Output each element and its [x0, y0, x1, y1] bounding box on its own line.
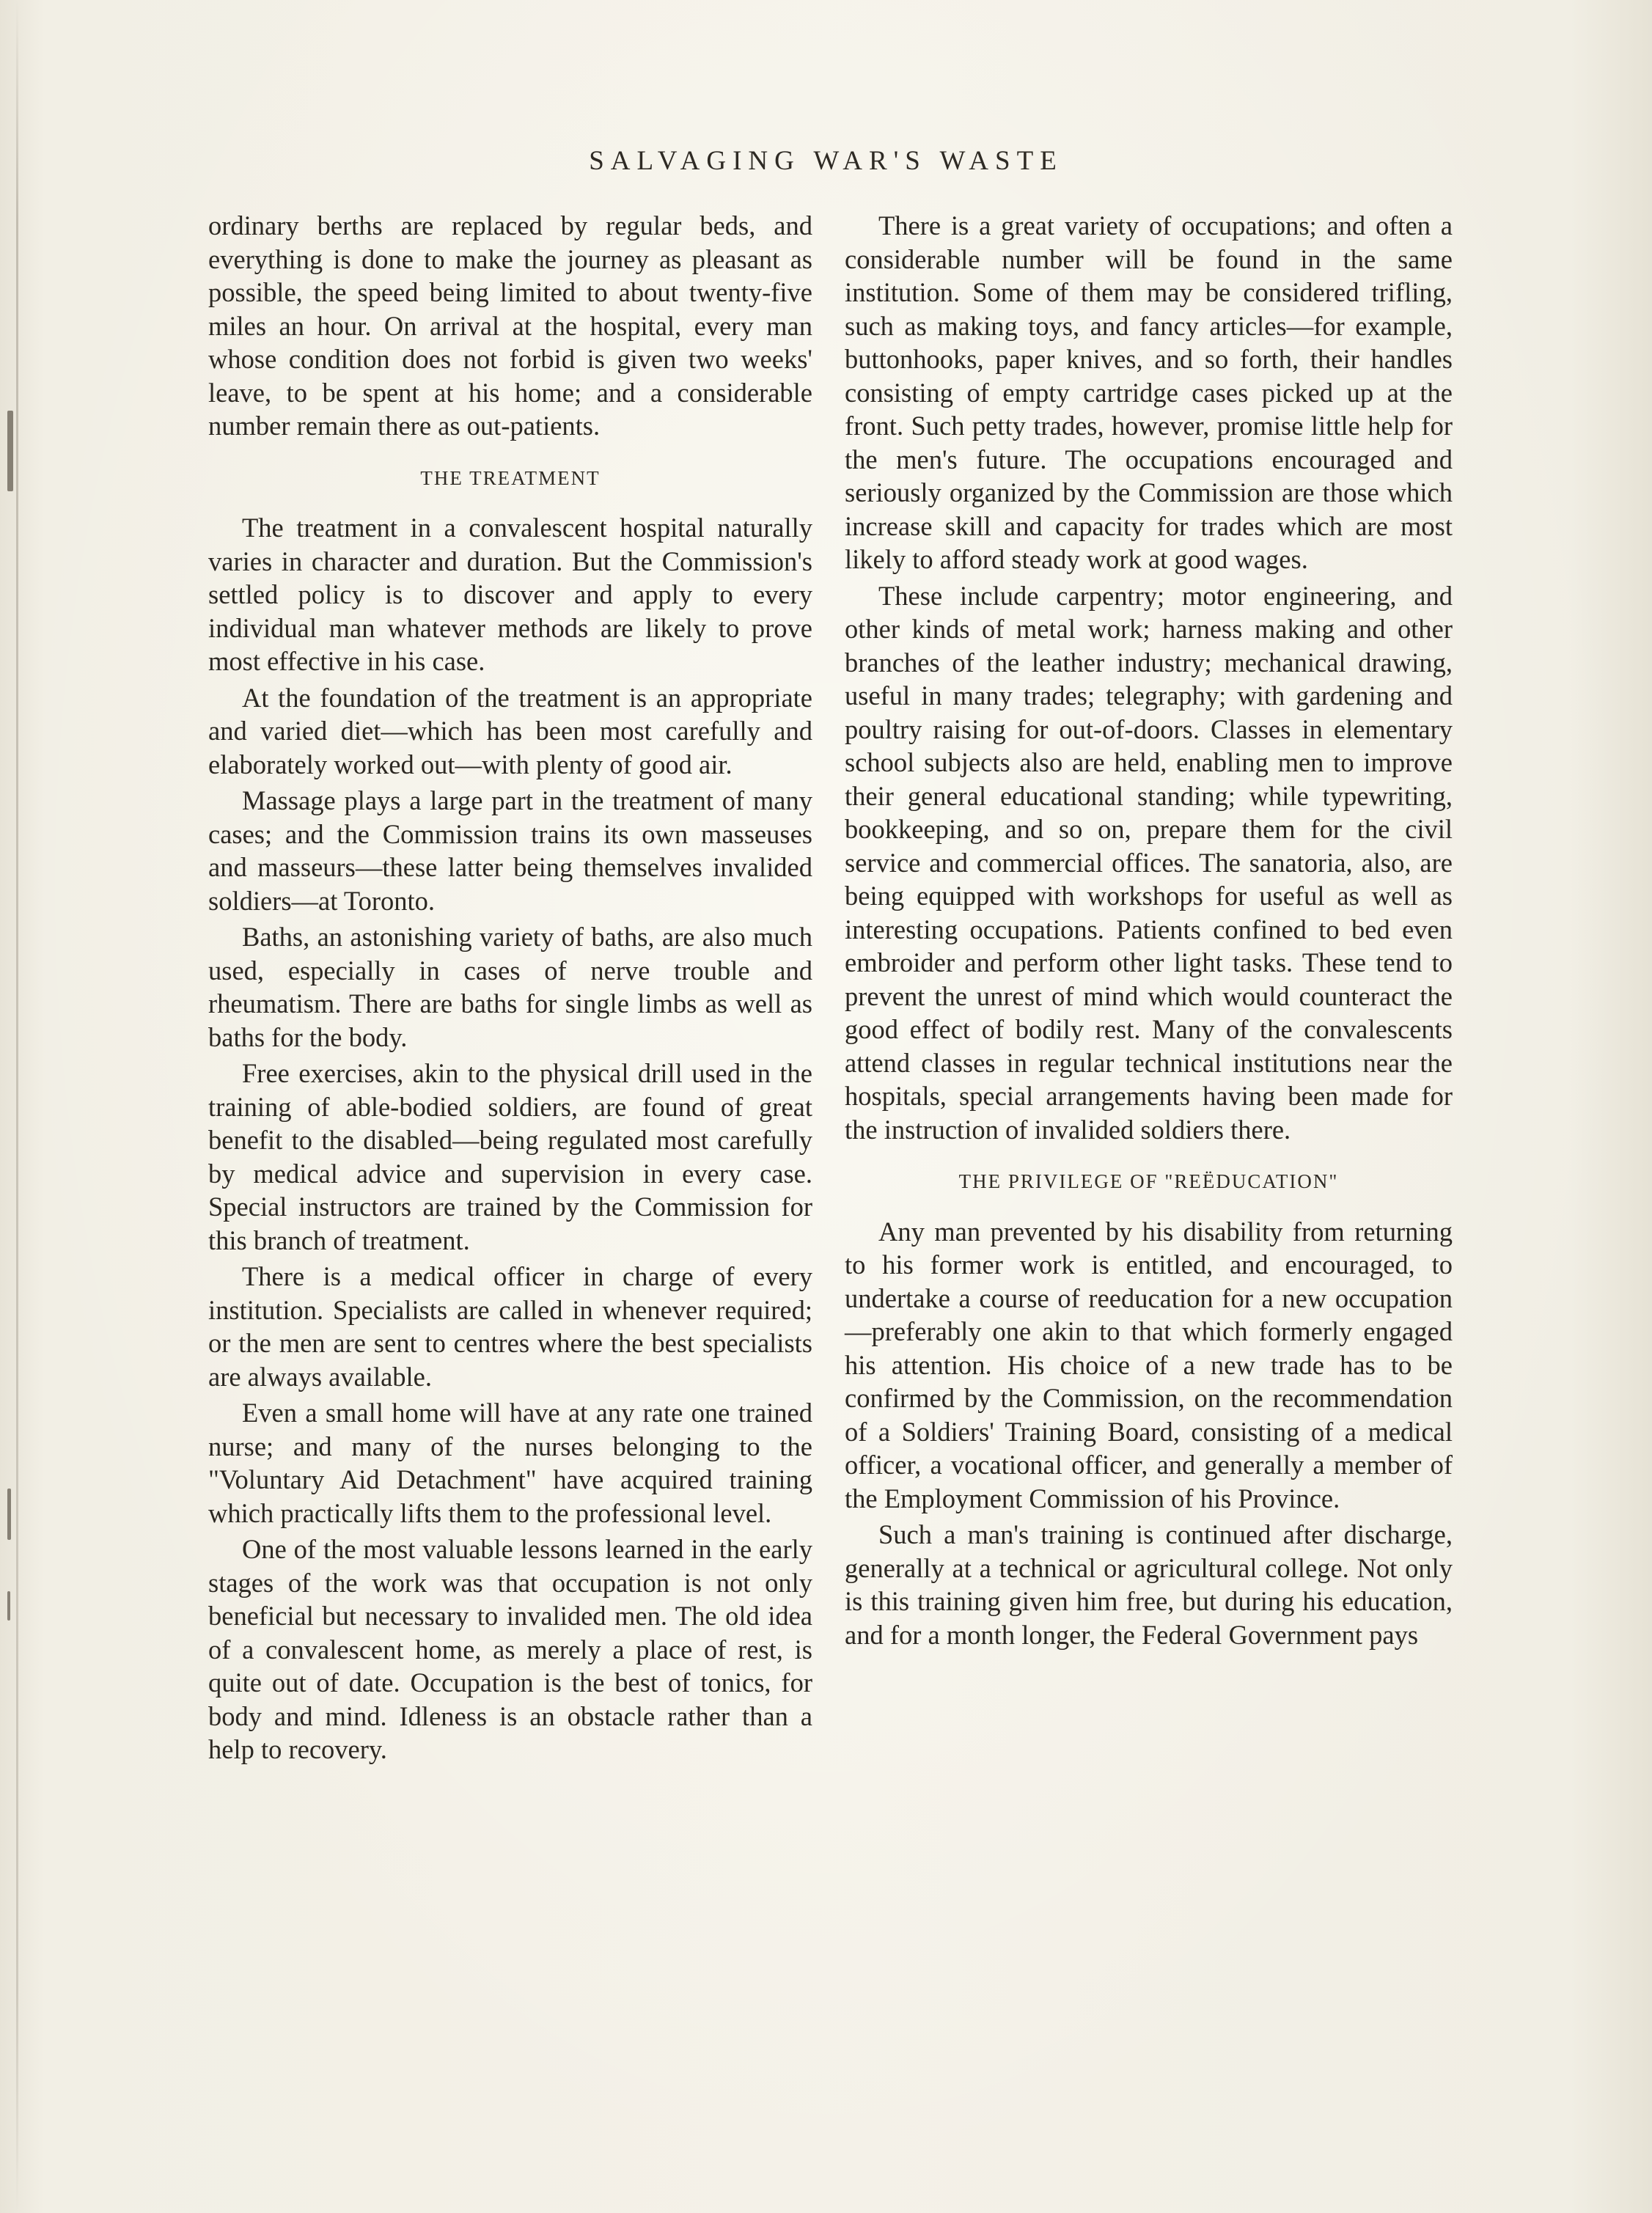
running-head: SALVAGING WAR'S WASTE — [589, 146, 1063, 176]
paragraph: One of the most valuable lessons learned in the early stages of the work was that occupation is not only beneficial but necessary to invalided men. The old idea of a convalescent home, as merely a place of rest, is quite out of date. Occupation is the best of tonics, for body and mind. Idleness is an obstacle rather than a help to recovery. — [208, 1534, 812, 1764]
paragraph: There is a great variety of occupations; and often a considerable number will be found in the same institution. Some of them may be considered trifling, such as making toys, and fancy articles—for example, buttonhooks, paper knives, and so forth, their handles consisting of empty cartridge cases picked up at the front. Such petty trades, however, promise little help for the men's future. The occupations encouraged and seriously organized by the Commission are those which increase skill and capacity for trades which are most likely to afford steady work at good wages. — [845, 210, 1453, 574]
section-heading-reeducation: THE PRIVILEGE OF "REËDUCATION" — [958, 1170, 1339, 1192]
right-column — [845, 209, 1453, 1654]
paragraph: Any man prevented by his disability from returning to his former work is entitled, and encouraged, to undertake a course of reeducation for a new occupation—preferably one akin to that which formerly engaged his attention. His choice of a new trade has to be confirmed by the Commission, on the recommendation of a Soldiers' Training Board, consisting of a medical officer, a vocational officer, and generally a member of the Employment Commission of his Province. — [845, 1216, 1453, 1513]
paragraph: Free exercises, akin to the physical drill used in the training of able-bodied soldiers, are found of great benefit to the disabled—being regulated most carefully by medical advice and supervision in every case. Special instructors are trained by the Commission for this branch of treatment. — [208, 1058, 812, 1255]
page-spine-edge — [16, 0, 18, 2213]
paragraph: These include carpentry; motor engineering, and other kinds of metal work; harness making and other branches of the leather industry; mechanical drawing, useful in many trades; telegraphy; with gardening and poultry raising for out-of-doors. Classes in elementary school subjects also are held, enabling men to improve their general educational standing; while typewriting, bookkeeping, and so on, prepare them for the civil service and commercial offices. The sanatoria, also, are being equipped with workshops for useful as well as interesting occupations. Patients confined to bed even embroider and perform other light tasks. These tend to prevent the unrest of mind which would counteract the good effect of bodily rest. Many of the convalescents attend classes in regular technical institutions near the hospitals, special arrangements having been made for the instruction of invalided soldiers there. — [845, 580, 1453, 1145]
paragraph: ordinary berths are replaced by regular beds, and everything is done to make the journey as pleasant as possible, the speed being limited to about twenty-five miles an hour. On arrival at the hospital, every man whose condition does not forbid is given two weeks' leave, to be spent at his home; and a considerable number remain there as out-patients. — [208, 210, 812, 441]
paragraph: Such a man's training is continued after discharge, generally at a technical or agricultural college. Not only is this training given him free, but during his education, and for a month longer, the Federal Government pays — [845, 1519, 1453, 1650]
paragraph: The treatment in a convalescent hospital naturally varies in character and duration. But the Commission's settled policy is to discover and apply to every individual man whatever methods are likely to prove most effective in his case. — [208, 513, 812, 676]
paragraph: Even a small home will have at any rate one trained nurse; and many of the nurses belonging to the "Voluntary Aid Detachment" have acquired training which practically lifts them to the professional level. — [208, 1398, 812, 1528]
paragraph: There is a medical officer in charge of every institution. Specialists are called in whenever required; or the men are sent to centres where the best specialists are always available. — [208, 1261, 812, 1392]
left-column — [208, 209, 812, 1769]
paragraph: Baths, an astonishing variety of baths, are also much used, especially in cases of nerve trouble and rheumatism. There are baths for single limbs as well as baths for the body. — [208, 922, 812, 1052]
binding-mark — [7, 411, 13, 491]
paragraph: At the foundation of the treatment is an appropriate and varied diet—which has been most carefully and elaborately worked out—with plenty of good air. — [208, 682, 812, 779]
section-heading-treatment: THE TREATMENT — [420, 466, 601, 489]
binding-mark — [7, 1591, 10, 1621]
binding-mark — [7, 1489, 11, 1540]
paragraph: Massage plays a large part in the treatment of many cases; and the Commission trains its own masseuses and masseurs—these latter being themselves invalided soldiers—at Toronto. — [208, 785, 812, 916]
